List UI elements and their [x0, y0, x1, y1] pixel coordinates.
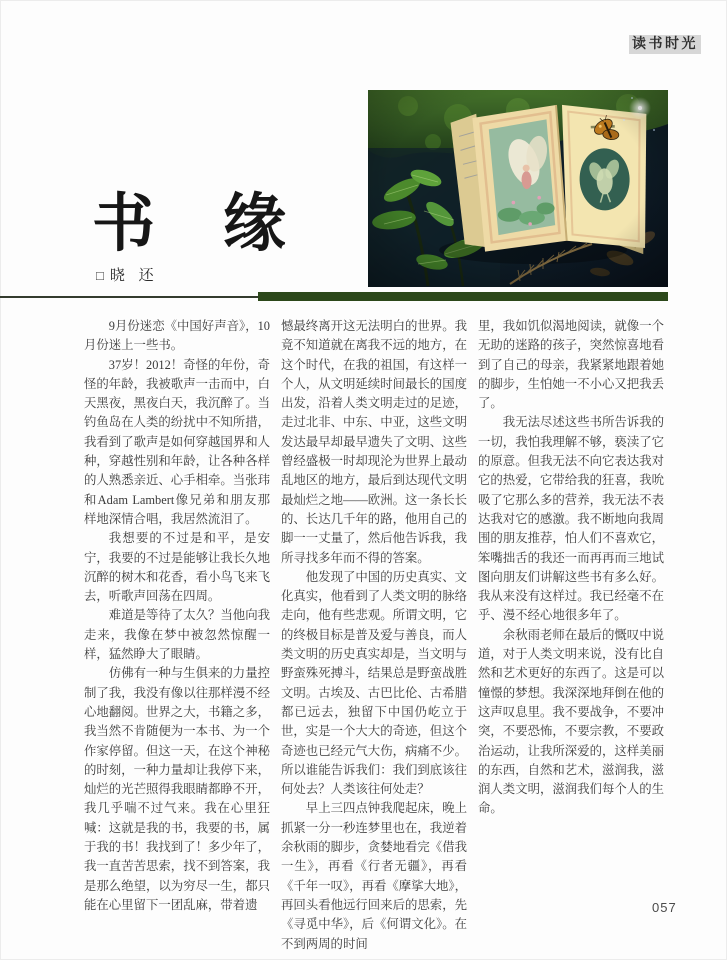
page-number: 057	[652, 900, 677, 915]
paragraph: 37岁！2012！奇怪的年份，奇怪的年龄，我被歌声一击而中，白天黑夜，黑夜白天，我沉醉了。当钓鱼岛在人类的纷扰中不知所措，我看到了歌声是如何穿越国界和人种，穿越性别和年龄，让各种各样的人熟悉亲近、心手相牵。当张玮和Adam Lambert像兄弟和朋友那样地深情合唱，我居然流泪了。	[84, 357, 270, 526]
paragraph: 难道是等待了太久？当他向我走来，我像在梦中被忽然惊醒一样，猛然睁大了眼睛。	[84, 608, 270, 662]
paragraph: 我无法尽述这些书所告诉我的一切，我怕我理解不够，亵渎了它的原意。但我无法不向它表达我对它的热爱，它带给我的狂喜，我吮吸了它那么多的营养，我无法不表达我对它的感激。我不断地向我周围的朋友推荐，怕人们不喜欢它，笨嘴拙舌的我还一而再再而三地试图向朋友们讲解这些书有多么好。我从来没有这样过。我已经毫不在乎、漫不经心地很多年了。	[478, 415, 664, 623]
paragraph: 余秋雨老师在最后的慨叹中说道，对于人类文明来说，没有比自然和艺术更好的东西了。这是可以憧憬的梦想。我深深地拜倒在他的这声叹息里。我不要战争，不要冲突，不要恐怖，不要宗教，不要政治运动，让我所深爱的，这样美丽的东西，自然和艺术，滋润我，滋润人类文明，滋润我们每个人的生命。	[478, 627, 664, 816]
byline	[96, 264, 159, 285]
paragraph: 仿佛有一种与生俱来的力量控制了我，我没有像以往那样漫不经心地翻阅。世界之大，书籍之多，我当然不肯随便为一本书、为一个作家停留。但这一天，在这个神秘的时刻，一种力量却让我停下来，灿烂的光芒照得我眼睛都睁不开，我几乎喘不过气来。我在心里狂喊：这就是我的书，我要的书，属于我的书！我找到了！多少年了，我一直苦苦思索，找不到答案，我是那么绝望，以为穷尽一生，都只能在心里留下一团乱麻，带着遗	[84, 666, 270, 912]
section-tag: 读书时光	[629, 35, 701, 54]
separator-rule	[0, 296, 258, 298]
paragraph: 9月份迷恋《中国好声音》，10月份迷上一些书。	[84, 319, 270, 353]
text-column-3	[478, 317, 664, 819]
paragraph: 憾最终离开这无法明白的世界。我竟不知道就在离我不远的地方，在这个时代，在我的祖国，有这样一个人，从文明延续时间最长的国度出发，沿着人类文明走过的足迹，走过北非、中东、中亚，这些文明发达最早却最早遗失了文明、这些曾经盛极一时却现沦为世界上最动乱地区的地方，最后到达现代文明最灿烂之地——欧洲。这一条长长的、长达几千年的路，他用自己的脚一一丈量了，然后他告诉我，我所寻找多年而不得的答案。	[281, 319, 467, 565]
paragraph: 他发现了中国的历史真实、文化真实，他看到了人类文明的脉络走向，他有些悲观。所谓文明，它的终极目标是普及爱与善良，而人类文明的历史真实却是，当文明与野蛮殊死搏斗，结果总是野蛮战胜文明。古埃及、古巴比伦、古希腊都已远去，独留下中国仍屹立于世，实是一个大大的奇迹，但这个奇迹也已经元气大伤，病痛不少。所以谁能告诉我们：我们到底该往何处去？人类该往何处走？	[281, 569, 467, 797]
paragraph: 早上三四点钟我爬起床，晚上抓紧一分一秒连梦里也在，我逆着余秋雨的脚步，贪婪地看完《借我一生》，再看《行者无疆》，再看《千年一叹》，再看《摩挲大地》，再回头看他远行回来后的思索，先《寻觅中华》，后《何谓文化》。在不到两周的时间	[281, 801, 467, 951]
author-name: 晓 还	[109, 268, 159, 284]
article-title: 书 缘	[92, 186, 288, 260]
text-column-1	[84, 317, 270, 915]
paragraph: 我想要的不过是和平，是安宁，我要的不过是能够让我长久地沉醉的树木和花香，看小鸟飞来飞去，听歌声回荡在四周。	[84, 531, 270, 604]
vignette-overlay	[368, 90, 668, 287]
paragraph: 里，我如饥似渴地阅读，就像一个无助的迷路的孩子，突然惊喜地看到了自己的母亲，我紧紧地跟着她的脚步，生怕她一不小心又把我丢了。	[478, 319, 664, 411]
text-column-2	[281, 317, 467, 954]
accent-bar	[258, 292, 668, 301]
author-marker-icon: □	[96, 268, 104, 283]
book-photo	[368, 90, 668, 287]
